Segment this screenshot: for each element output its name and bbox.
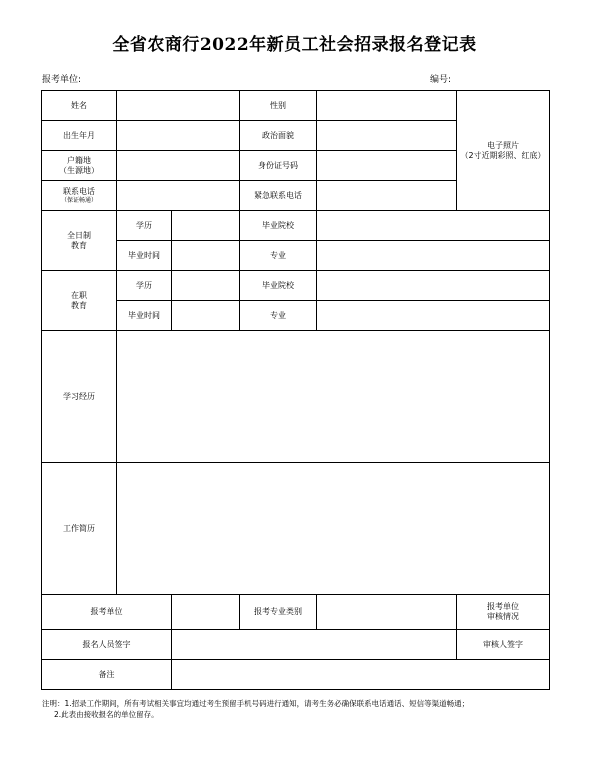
remarks-label: 备注: [42, 660, 172, 690]
apply-unit-header-label: 报考单位:: [42, 75, 82, 85]
photo-label: 电子照片: [487, 140, 519, 150]
hukou-sub-label: （生源地）: [59, 165, 99, 175]
applicant-signature-field[interactable]: [172, 630, 457, 660]
inservice-degree-label: 学历: [117, 271, 172, 301]
hukou-label: 户籍地: [67, 155, 91, 165]
id-number-label: 身份证号码: [240, 151, 317, 181]
reviewer-signature-label: 审核人签字: [457, 630, 550, 660]
apply-category-label: 报考专业类别: [240, 595, 317, 630]
emergency-phone-label: 紧急联系电话: [240, 181, 317, 211]
applicant-signature-label: 报名人员签字: [42, 630, 172, 660]
inservice-grad-time-field[interactable]: [172, 301, 240, 331]
inservice-education-label: 在职 教育: [42, 271, 117, 331]
inservice-degree-field[interactable]: [172, 271, 240, 301]
apply-unit-label: 报考单位: [42, 595, 172, 630]
remarks-field[interactable]: [172, 660, 550, 690]
fulltime-degree-field[interactable]: [172, 211, 240, 241]
fulltime-major-field[interactable]: [317, 241, 550, 271]
fulltime-school-field[interactable]: [317, 211, 550, 241]
hukou-field[interactable]: [117, 151, 240, 181]
gender-label: 性别: [240, 91, 317, 121]
apply-category-field[interactable]: [317, 595, 457, 630]
inservice-school-field[interactable]: [317, 271, 550, 301]
emergency-phone-field[interactable]: [317, 181, 457, 211]
work-history-label: 工作简历: [42, 463, 117, 595]
photo-cell[interactable]: [457, 91, 550, 211]
fulltime-education-label: 全日制 教育: [42, 211, 117, 271]
fulltime-major-label: 专业: [240, 241, 317, 271]
name-field[interactable]: [117, 91, 240, 121]
note-line-2: 2.此表由接收报名的单位留存。: [54, 709, 159, 719]
name-label: 姓名: [42, 91, 117, 121]
fulltime-school-label: 毕业院校: [240, 211, 317, 241]
fulltime-grad-time-field[interactable]: [172, 241, 240, 271]
inservice-school-label: 毕业院校: [240, 271, 317, 301]
phone-sub-label: （保证畅通）: [60, 196, 97, 204]
note-line-1: 注明：1.招录工作期间，所有考试相关事宜均通过考生预留手机号码进行通知，请考生务必确保联系电话通话、短信等渠道畅通；: [42, 699, 470, 708]
serial-number-label: 编号:: [430, 75, 452, 85]
political-status-field[interactable]: [317, 121, 457, 151]
phone-field[interactable]: [117, 181, 240, 211]
phone-label: 联系电话: [63, 186, 95, 196]
political-status-label: 政治面貌: [240, 121, 317, 151]
birth-field[interactable]: [117, 121, 240, 151]
id-number-field[interactable]: [317, 151, 457, 181]
inservice-major-label: 专业: [240, 301, 317, 331]
inservice-major-field[interactable]: [317, 301, 550, 331]
study-history-field[interactable]: [117, 331, 550, 463]
gender-field[interactable]: [317, 91, 457, 121]
registration-form-table: [41, 90, 550, 690]
study-history-label: 学习经历: [42, 331, 117, 463]
unit-review-label: 报考单位 审核情况: [457, 595, 550, 630]
photo-note: （2寸近期彩照、红底）: [460, 150, 546, 160]
birth-label: 出生年月: [42, 121, 117, 151]
work-history-field[interactable]: [117, 463, 550, 595]
fulltime-grad-time-label: 毕业时间: [117, 241, 172, 271]
apply-unit-field[interactable]: [172, 595, 240, 630]
inservice-grad-time-label: 毕业时间: [117, 301, 172, 331]
form-title: 全省农商行2022年新员工社会招录报名登记表: [112, 35, 477, 55]
fulltime-degree-label: 学历: [117, 211, 172, 241]
notes: [42, 699, 552, 720]
